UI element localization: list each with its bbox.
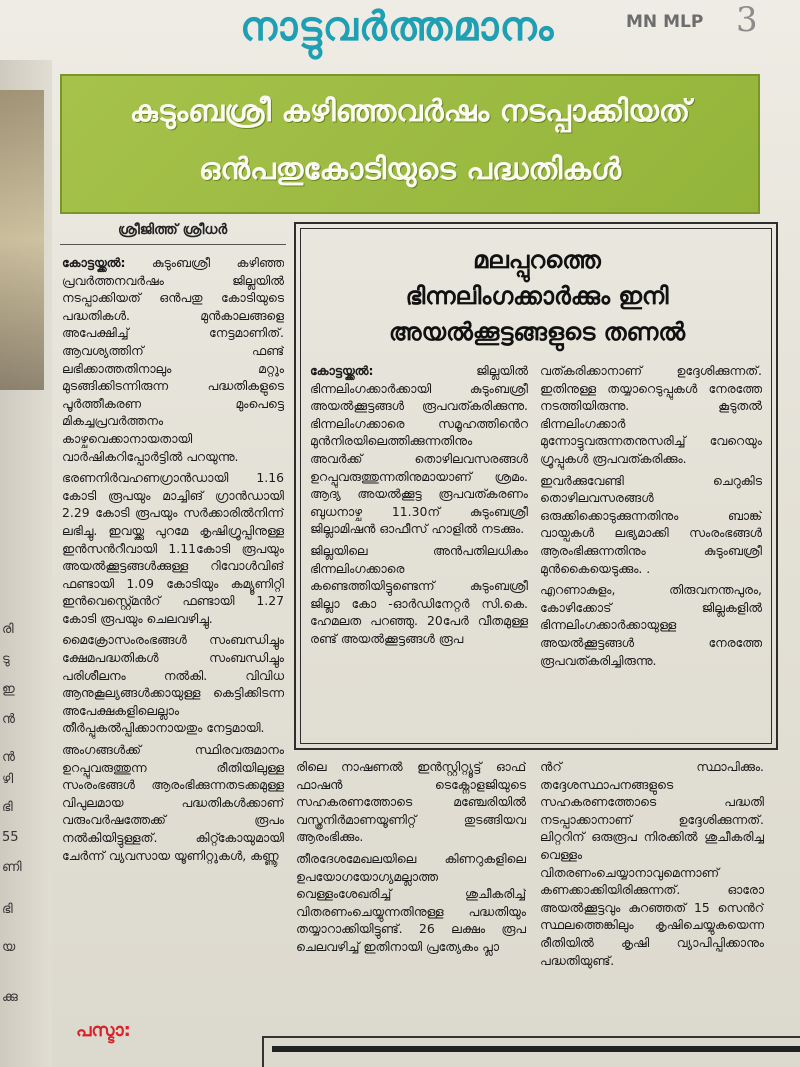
side-glyph: ഴി (2, 772, 14, 787)
dateline: കോട്ടയ്ക്കൽ: (62, 255, 126, 270)
side-glyph: രി (2, 622, 14, 637)
story2-text: ജില്ലയിൽ ഭിന്നലിംഗക്കാർക്കായി കുടുംബശ്രീ അയൽക്കൂട്ടങ്ങൾ രൂപവത്കരിക്കുന്നു. ഭിന്നലിംഗക്കാരെ സമൂഹത്തിൻെറ മുൻനിരയിലെത്തിക്കുന്നതിനും അവർക്ക് തൊഴിലവസരങ്ങൾ ഉറപ്പുവരുത്തുന്നതിനുമായാണ് ശ്രമം. ആദ്യ അയൽക്കൂട്ട രൂപവത്കരണം ബുധനാഴ്ച 11.30ന് കുടുംബശ്രീ ജില്ലാമിഷൻ ഓഫീസ് ഹാളിൽ നടക്കും. (310, 363, 528, 537)
story2-headline-line2: ഭിന്നലിംഗക്കാർക്കും ഇനി (405, 282, 669, 310)
story1-paragraph: രിലെ നാഷണൽ ഇൻസ്റ്റിറ്റ്യൂട്ട് ഓഫ് ഫാഷൻ ടെക്നോളജിയുടെ സഹകരണത്തോടെ മഞ്ചേരിയിൽ വസ്ത്രനിർമാണയൂണിറ്റ് തുടങ്ങിയവ ആരംഭിക്കും. (296, 759, 526, 845)
story1-paragraph (62, 254, 284, 465)
byline: ശ്രീജിത്ത് ശ്രീധർ (118, 222, 228, 238)
story2-paragraph: ഇവർക്കുവേണ്ടി ചെറുകിട തൊഴിലവസരങ്ങൾ ഒരുക്കിക്കൊടുക്കുന്നതിനും ബാങ്ക് വായ്പകൾ ലഭ്യമാക്കി സംരംഭങ്ങൾ ആരംഭിക്കുന്നതിനും കുടുംബശ്രീ മുൻകൈയെടുക്കും. . (540, 472, 762, 576)
story2-headline-line1: മലപ്പുറത്തെ (473, 246, 601, 274)
story2-paragraph: ജില്ലയിലെ അൻപതിലധികം ഭിന്നലിംഗക്കാരെ കണ്ടെത്തിയിട്ടുണ്ടെന്ന് കുടുംബശ്രീ ജില്ലാ കോ -ഓർഡിനേറ്റർ സി.കെ. ഹേമലത പറഞ്ഞു. 20പേർ വീതമുള്ള രണ്ട് അയൽക്കൂട്ടങ്ങൾ രൂപ (310, 542, 528, 646)
headline-banner (60, 74, 760, 214)
side-glyph: യ (2, 940, 16, 955)
side-glyph: ഇ (2, 682, 15, 697)
side-glyph: ക്കു (2, 990, 18, 1005)
side-glyph: ഭി (2, 902, 13, 917)
adjacent-photo (0, 90, 44, 390)
story2-headline-line3: അയൽക്കൂട്ടങ്ങളുടെ തണൽ (388, 318, 686, 346)
story1-continuation-column-a (296, 758, 526, 1008)
side-glyph: 55 (2, 830, 19, 845)
byline-rule (60, 244, 286, 245)
story2-paragraph (310, 362, 528, 538)
next-story-tag: പസ്ടാ: (76, 1020, 131, 1041)
story2-column-1 (310, 362, 528, 740)
story2-paragraph: വത്കരിക്കാനാണ് ഉദ്ദേശിക്കുന്നത്. ഇതിനുള്ള തയ്യാറെടുപ്പുകൾ നേരത്തേ നടത്തിയിരുന്നു. കൂടുതൽ ഭിന്നലിംഗക്കാർ മുന്നോട്ടുവരുന്നതനുസരിച്ച് വേറെയും ഗ്രൂപ്പുകൾ രൂപവത്കരിക്കും. (540, 363, 762, 466)
side-glyph: ൻ (2, 712, 15, 727)
story2-paragraph: എറണാകുളം, തിരുവനന്തപുരം, കോഴിക്കോട് ജില്ലകളിൽ ഭിന്നലിംഗക്കാർക്കായുള്ള അയൽക്കൂട്ടങ്ങൾ നേരത്തേ രൂപവത്കരിച്ചിരുന്നു. (540, 582, 762, 668)
story1-paragraph: മൈക്രോസംരംഭങ്ങൾ സംബന്ധിച്ചും ക്ഷേമപദ്ധതികൾ സംബന്ധിച്ചും പരിശീലനം നൽകി. വിവിധ ആനുകൂല്യങ്ങൾക്കായുള്ള കെട്ടിക്കിടന്ന അപേക്ഷകളിലെല്ലാം തീർപ്പുകൽപ്പിക്കാനായതും നേട്ടമായി. (62, 632, 284, 736)
banner-headline-line1: കുടുംബശ്രീ കഴിഞ്ഞവർഷം നടപ്പാക്കിയത് (129, 94, 691, 129)
story1-paragraph: അംഗങ്ങൾക്ക് സ്ഥിരവരുമാനം ഉറപ്പുവരുത്തുന്ന രീതിയിലുള്ള സംരംഭങ്ങൾ ആരംഭിക്കുന്നതടക്കമുള്ള വിപുലമായ പദ്ധതികൾക്കാണ് വരുംവർഷത്തേക്ക് രൂപം നൽകിയിട്ടുള്ളത്. കിറ്റ്കോയുമായി ചേർന്ന് വ്യവസായ യൂണിറ്റുകൾ, കണ്ണൂ (62, 742, 284, 863)
banner-headline-line2: ഒൻപതുകോടിയുടെ പദ്ധതികൾ (198, 152, 622, 187)
story1-paragraph: ഭരണനിർവഹണഗ്രാൻഡായി 1.16 കോടി രൂപയും മാച്ചിങ് ഗ്രാൻഡായി 2.29 കോടി രൂപയും സർക്കാരിൽനിന്ന് ലഭിച്ചു. ഇവയ്ക്കു പുറമേ കൃഷിഗ്രൂപ്പിനുള്ള ഇൻസൻറീവായി 1.11കോടി രൂപയും അയൽക്കൂട്ടങ്ങൾക്കുള്ള റിവോൾവിങ് ഫണ്ടായി 1.09 കോടിയും കമ്യൂണിറ്റി ഇൻവെസ്റ്റ്മെൻറ് ഫണ്ടായി 1.27 കോടി രൂപയും ചെലവഴിച്ചു. (62, 470, 284, 626)
section-title: നാട്ടുവർത്തമാനം (240, 4, 555, 50)
story2-column-2 (540, 362, 762, 740)
story1-column (62, 254, 284, 1014)
story1-continuation-column-b (540, 758, 764, 1008)
story1-paragraph: ൻറ് സ്ഥാപിക്കും. തദ്ദേശസ്ഥാപനങ്ങളുടെ സഹകരണത്തോടെ പദ്ധതി നടപ്പാക്കാനാണ് ഉദ്ദേശിക്കുന്നത്. ലിറ്ററിന് ഒരുരൂപ നിരക്കിൽ ശുചീകരിച്ച വെള്ളം വിതരണംചെയ്യാനാവുമെന്നാണ് കണക്കാക്കിയിരിക്കുന്നത്. ഓരോ അയൽക്കൂട്ടവും കുറഞ്ഞത് 15 സെൻറ് സ്ഥലത്തെങ്കിലും കൃഷിചെയ്യുകയെന്ന രീതിയിൽ കൃഷി വ്യാപിപ്പിക്കാനും പദ്ധതിയുണ്ട്. (540, 759, 764, 968)
side-glyph: ടു (2, 652, 10, 667)
edition-label: MN MLP (626, 12, 704, 32)
adjacent-page-strip (0, 60, 52, 1067)
page-number: 3 (736, 0, 758, 40)
story1-paragraph: തീരദേശമേഖലയിലെ കിണറുകളിലെ ഉപയോഗയോഗ്യമല്ലാത്ത വെള്ളംശേഖരിച്ച് ശുചീകരിച്ച് വിതരണംചെയ്യുന്നതിനുള്ള പദ്ധതിയും തയ്യാറാക്കിയിട്ടുണ്ട്. 26 ലക്ഷം രൂപ ചെലവഴിച്ച് ഇതിനായി പ്രത്യേകം പ്ലാ (296, 850, 526, 954)
side-glyph: ൻ (2, 750, 15, 765)
story1-text: കുടുംബശ്രീ കഴിഞ്ഞ പ്രവർത്തനവർഷം ജില്ലയിൽ നടപ്പാക്കിയത് ഒൻപതു കോടിയുടെ പദ്ധതികൾ. മുൻകാലങ്ങളെ അപേക്ഷിച്ച് നേട്ടമാണിത്. ആവശ്യത്തിന് ഫണ്ട് ലഭിക്കാത്തതിനാലും മറ്റും മുടങ്ങിക്കിടന്നിരുന്ന പദ്ധതികളുടെ പൂർത്തീകരണ മുംപെട്ടെ മികച്ചപ്രവർത്തനം കാഴ്ചവെക്കാനായതായി വാർഷികറിപ്പോർട്ടിൽ പറയുന്നു. (62, 255, 284, 464)
side-glyph: ണി (2, 860, 22, 875)
next-box-edge (262, 1036, 800, 1067)
side-glyph: ഭി (2, 800, 13, 815)
dateline: കോട്ടയ്ക്കൽ: (310, 363, 374, 378)
